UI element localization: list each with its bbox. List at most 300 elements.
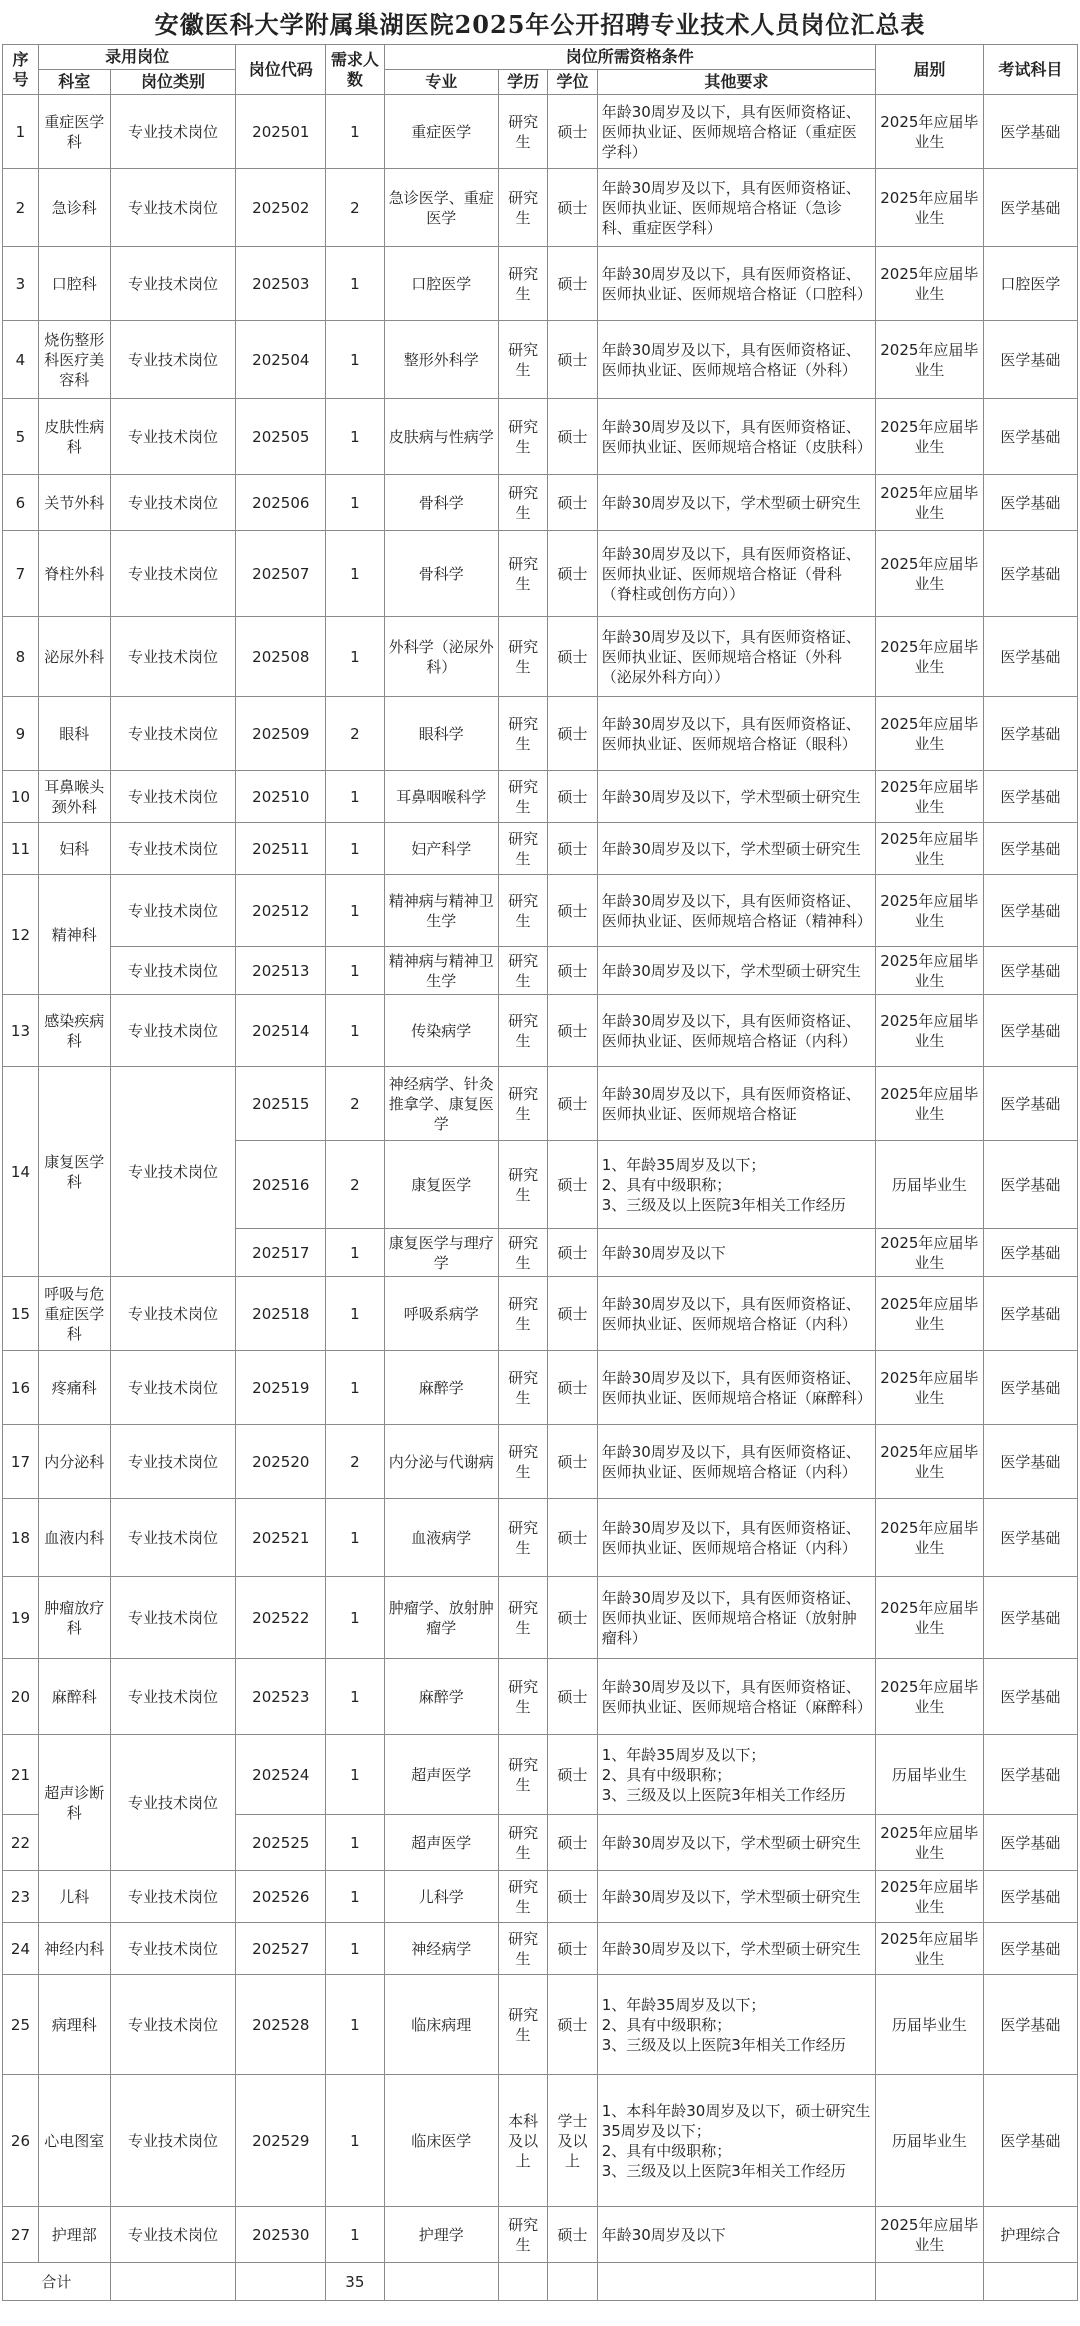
cell-degree: 硕士 (548, 697, 597, 771)
cell-major: 耳鼻咽喉科学 (384, 771, 498, 823)
cell-degree: 硕士 (548, 169, 597, 247)
cell-exam: 医学基础 (983, 1735, 1077, 1815)
cell-other: 年龄30周岁及以下 (597, 2207, 875, 2263)
cell-count: 1 (326, 531, 384, 617)
cell-exam: 医学基础 (983, 947, 1077, 995)
cell-code: 202529 (236, 2075, 326, 2207)
table-row (3, 823, 1078, 875)
cell-major: 外科学（泌尿外科） (384, 617, 498, 697)
cell-edu: 研究生 (498, 1277, 547, 1351)
cell-degree: 硕士 (548, 823, 597, 875)
cell-cohort: 历届毕业生 (875, 1735, 983, 1815)
cell-edu: 研究生 (498, 531, 547, 617)
cell-exam: 医学基础 (983, 1871, 1077, 1923)
cell-degree: 硕士 (548, 1499, 597, 1577)
cell-idx: 18 (3, 1499, 39, 1577)
cell-other: 年龄30周岁及以下，具有医师资格证、医师执业证、医师规培合格证（麻醉科） (597, 1659, 875, 1735)
cell-idx: 3 (3, 247, 39, 321)
cell-idx: 27 (3, 2207, 39, 2263)
cell-exam: 医学基础 (983, 169, 1077, 247)
cell-category: 专业技术岗位 (110, 947, 236, 995)
cell-other: 年龄30周岁及以下，学术型硕士研究生 (597, 823, 875, 875)
cell-cohort: 2025年应届毕业生 (875, 531, 983, 617)
table-row (3, 617, 1078, 697)
cell-exam: 护理综合 (983, 2207, 1077, 2263)
header-group-req: 岗位所需资格条件 (384, 45, 875, 70)
cell-exam: 医学基础 (983, 1067, 1077, 1141)
cell-other: 年龄30周岁及以下，学术型硕士研究生 (597, 1923, 875, 1975)
cell-category: 专业技术岗位 (110, 2075, 236, 2207)
cell-category: 专业技术岗位 (110, 1425, 236, 1499)
cell-cohort: 2025年应届毕业生 (875, 1229, 983, 1277)
cell-idx: 1 (3, 95, 39, 169)
cell-other: 1、年龄35周岁及以下； 2、具有中级职称； 3、三级及以上医院3年相关工作经历 (597, 1975, 875, 2075)
cell-edu: 研究生 (498, 1141, 547, 1229)
cell-code: 202516 (236, 1141, 326, 1229)
cell-edu: 研究生 (498, 1067, 547, 1141)
cell-degree: 硕士 (548, 1815, 597, 1871)
header-count: 需求人数 (326, 45, 384, 95)
cell-edu: 研究生 (498, 1975, 547, 2075)
cell-count: 2 (326, 697, 384, 771)
cell-other: 1、年龄35周岁及以下； 2、具有中级职称； 3、三级及以上医院3年相关工作经历 (597, 1735, 875, 1815)
cell-code: 202519 (236, 1351, 326, 1425)
cell-category: 专业技术岗位 (110, 531, 236, 617)
cell-idx: 23 (3, 1871, 39, 1923)
cell-major: 骨科学 (384, 475, 498, 531)
cell-degree: 硕士 (548, 995, 597, 1067)
cell-dept: 泌尿外科 (38, 617, 110, 697)
cell-degree: 硕士 (548, 247, 597, 321)
table-row (3, 1975, 1078, 2075)
cell-count: 1 (326, 1351, 384, 1425)
cell-degree: 学士及以上 (548, 2075, 597, 2207)
cell-exam: 医学基础 (983, 475, 1077, 531)
cell-major: 血液病学 (384, 1499, 498, 1577)
cell-code: 202528 (236, 1975, 326, 2075)
cell-idx: 5 (3, 399, 39, 475)
cell-other: 年龄30周岁及以下，具有医师资格证、医师执业证、医师规培合格证（内科） (597, 1277, 875, 1351)
cell-count: 1 (326, 321, 384, 399)
cell-count: 1 (326, 1923, 384, 1975)
cell-exam: 医学基础 (983, 531, 1077, 617)
cell-cohort: 2025年应届毕业生 (875, 1659, 983, 1735)
cell-idx: 17 (3, 1425, 39, 1499)
cell-other: 年龄30周岁及以下，学术型硕士研究生 (597, 1815, 875, 1871)
cell-other: 年龄30周岁及以下，具有医师资格证、医师执业证、医师规培合格证（外科） (597, 321, 875, 399)
cell-count: 1 (326, 399, 384, 475)
header-other: 其他要求 (597, 70, 875, 95)
cell-degree: 硕士 (548, 475, 597, 531)
cell-code: 202510 (236, 771, 326, 823)
cell-dept: 护理部 (38, 2207, 110, 2263)
table-row (3, 531, 1078, 617)
cell-dept: 口腔科 (38, 247, 110, 321)
cell-edu: 研究生 (498, 169, 547, 247)
cell-code: 202512 (236, 875, 326, 947)
table-row (3, 475, 1078, 531)
cell-edu: 研究生 (498, 771, 547, 823)
cell-other: 年龄30周岁及以下，具有医师资格证、医师执业证、医师规培合格证（眼科） (597, 697, 875, 771)
table-row (3, 1425, 1078, 1499)
cell-category: 专业技术岗位 (110, 1067, 236, 1277)
cell-category: 专业技术岗位 (110, 995, 236, 1067)
cell-dept: 超声诊断科 (38, 1735, 110, 1871)
cell-category: 专业技术岗位 (110, 697, 236, 771)
cell-other: 年龄30周岁及以下，具有医师资格证、医师执业证、医师规培合格证（内科） (597, 995, 875, 1067)
cell-edu: 研究生 (498, 1499, 547, 1577)
page-title: 安徽医科大学附属巢湖医院2025年公开招聘专业技术人员岗位汇总表 (154, 9, 926, 39)
cell-code: 202503 (236, 247, 326, 321)
cell-cohort: 2025年应届毕业生 (875, 947, 983, 995)
cell-count: 1 (326, 2207, 384, 2263)
cell-category: 专业技术岗位 (110, 1735, 236, 1871)
cell-edu: 研究生 (498, 247, 547, 321)
table-row (3, 95, 1078, 169)
cell-count: 1 (326, 1277, 384, 1351)
cell-dept: 皮肤性病科 (38, 399, 110, 475)
cell-major: 呼吸系病学 (384, 1277, 498, 1351)
header-group-post: 录用岗位 (38, 45, 236, 70)
cell-idx: 8 (3, 617, 39, 697)
header-edu: 学历 (498, 70, 547, 95)
cell-idx: 22 (3, 1815, 39, 1871)
cell-dept: 急诊科 (38, 169, 110, 247)
header-code: 岗位代码 (236, 45, 326, 95)
cell-edu: 研究生 (498, 1351, 547, 1425)
cell-dept: 感染疾病科 (38, 995, 110, 1067)
cell-exam: 医学基础 (983, 1815, 1077, 1871)
cell-cohort: 2025年应届毕业生 (875, 1871, 983, 1923)
cell-idx: 10 (3, 771, 39, 823)
cell-edu: 研究生 (498, 995, 547, 1067)
cell-edu: 研究生 (498, 875, 547, 947)
table-row (3, 1871, 1078, 1923)
cell-cohort: 历届毕业生 (875, 1975, 983, 2075)
cell-dept: 烧伤整形科医疗美容科 (38, 321, 110, 399)
cell-code: 202508 (236, 617, 326, 697)
cell-degree: 硕士 (548, 1351, 597, 1425)
table-row (3, 1923, 1078, 1975)
cell-edu: 研究生 (498, 2207, 547, 2263)
cell-exam: 医学基础 (983, 1975, 1077, 2075)
cell-code: 202509 (236, 697, 326, 771)
cell-major: 麻醉学 (384, 1351, 498, 1425)
cell-code: 202507 (236, 531, 326, 617)
cell-exam: 医学基础 (983, 1277, 1077, 1351)
cell-count: 2 (326, 1067, 384, 1141)
cell-exam: 医学基础 (983, 95, 1077, 169)
table-row (3, 247, 1078, 321)
cell-code: 202514 (236, 995, 326, 1067)
cell-code: 202511 (236, 823, 326, 875)
table-row (3, 169, 1078, 247)
cell-cohort: 2025年应届毕业生 (875, 399, 983, 475)
table-row (3, 875, 1078, 947)
cell-major: 康复医学 (384, 1141, 498, 1229)
cell-other: 1、年龄35周岁及以下； 2、具有中级职称； 3、三级及以上医院3年相关工作经历 (597, 1141, 875, 1229)
cell-category: 专业技术岗位 (110, 1871, 236, 1923)
cell-cohort: 2025年应届毕业生 (875, 995, 983, 1067)
cell-cohort: 2025年应届毕业生 (875, 771, 983, 823)
cell-dept: 神经内科 (38, 1923, 110, 1975)
table-row (3, 1351, 1078, 1425)
cell-edu: 研究生 (498, 399, 547, 475)
cell-dept: 呼吸与危重症医学科 (38, 1277, 110, 1351)
cell-dept: 关节外科 (38, 475, 110, 531)
cell-other: 年龄30周岁及以下 (597, 1229, 875, 1277)
cell-exam: 医学基础 (983, 697, 1077, 771)
cell-dept: 脊柱外科 (38, 531, 110, 617)
cell-cohort: 2025年应届毕业生 (875, 823, 983, 875)
cell-dept: 眼科 (38, 697, 110, 771)
cell-degree: 硕士 (548, 1735, 597, 1815)
cell-idx: 4 (3, 321, 39, 399)
cell-cohort: 2025年应届毕业生 (875, 617, 983, 697)
total-empty (983, 2263, 1077, 2301)
cell-major: 精神病与精神卫生学 (384, 947, 498, 995)
cell-major: 神经病学 (384, 1923, 498, 1975)
cell-cohort: 2025年应届毕业生 (875, 1923, 983, 1975)
cell-code: 202502 (236, 169, 326, 247)
cell-degree: 硕士 (548, 1229, 597, 1277)
cell-idx: 25 (3, 1975, 39, 2075)
cell-code: 202524 (236, 1735, 326, 1815)
cell-idx: 16 (3, 1351, 39, 1425)
table-header (3, 45, 1078, 95)
cell-other: 年龄30周岁及以下，具有医师资格证、医师执业证、医师规培合格证（骨科（脊柱或创伤方向）） (597, 531, 875, 617)
cell-exam: 医学基础 (983, 2075, 1077, 2207)
cell-cohort: 2025年应届毕业生 (875, 1815, 983, 1871)
cell-edu: 研究生 (498, 947, 547, 995)
cell-cohort: 2025年应届毕业生 (875, 1067, 983, 1141)
cell-degree: 硕士 (548, 399, 597, 475)
cell-major: 传染病学 (384, 995, 498, 1067)
cell-count: 1 (326, 1871, 384, 1923)
cell-edu: 研究生 (498, 1659, 547, 1735)
total-label: 合计 (3, 2263, 111, 2301)
cell-idx: 19 (3, 1577, 39, 1659)
cell-degree: 硕士 (548, 321, 597, 399)
cell-edu: 研究生 (498, 823, 547, 875)
cell-category: 专业技术岗位 (110, 617, 236, 697)
cell-other: 年龄30周岁及以下，学术型硕士研究生 (597, 771, 875, 823)
cell-category: 专业技术岗位 (110, 1923, 236, 1975)
cell-major: 整形外科学 (384, 321, 498, 399)
cell-degree: 硕士 (548, 875, 597, 947)
cell-edu: 研究生 (498, 1577, 547, 1659)
table-body (3, 95, 1078, 2301)
cell-degree: 硕士 (548, 1067, 597, 1141)
cell-code: 202513 (236, 947, 326, 995)
cell-idx: 11 (3, 823, 39, 875)
cell-idx: 12 (3, 875, 39, 995)
cell-cohort: 2025年应届毕业生 (875, 475, 983, 531)
cell-code: 202515 (236, 1067, 326, 1141)
cell-category: 专业技术岗位 (110, 169, 236, 247)
cell-dept: 肿瘤放疗科 (38, 1577, 110, 1659)
cell-code: 202506 (236, 475, 326, 531)
cell-count: 1 (326, 875, 384, 947)
cell-exam: 医学基础 (983, 617, 1077, 697)
cell-idx: 6 (3, 475, 39, 531)
cell-degree: 硕士 (548, 947, 597, 995)
cell-degree: 硕士 (548, 1425, 597, 1499)
cell-major: 神经病学、针灸推拿学、康复医学 (384, 1067, 498, 1141)
cell-category: 专业技术岗位 (110, 1277, 236, 1351)
cell-idx: 21 (3, 1735, 39, 1815)
cell-other: 年龄30周岁及以下，具有医师资格证、医师执业证、医师规培合格证 (597, 1067, 875, 1141)
cell-exam: 医学基础 (983, 1577, 1077, 1659)
cell-category: 专业技术岗位 (110, 771, 236, 823)
cell-edu: 本科及以上 (498, 2075, 547, 2207)
cell-count: 1 (326, 823, 384, 875)
cell-count: 1 (326, 995, 384, 1067)
cell-major: 麻醉学 (384, 1659, 498, 1735)
cell-degree: 硕士 (548, 1975, 597, 2075)
cell-edu: 研究生 (498, 617, 547, 697)
table-row (3, 321, 1078, 399)
cell-major: 妇产科学 (384, 823, 498, 875)
cell-category: 专业技术岗位 (110, 1659, 236, 1735)
cell-exam: 医学基础 (983, 823, 1077, 875)
cell-major: 临床病理 (384, 1975, 498, 2075)
cell-code: 202517 (236, 1229, 326, 1277)
cell-category: 专业技术岗位 (110, 875, 236, 947)
header-category: 岗位类别 (110, 70, 236, 95)
cell-major: 骨科学 (384, 531, 498, 617)
header-degree: 学位 (548, 70, 597, 95)
cell-exam: 医学基础 (983, 1499, 1077, 1577)
cell-major: 肿瘤学、放射肿瘤学 (384, 1577, 498, 1659)
cell-degree: 硕士 (548, 617, 597, 697)
cell-cohort: 历届毕业生 (875, 1141, 983, 1229)
header-idx: 序号 (3, 45, 39, 95)
total-count: 35 (326, 2263, 384, 2301)
cell-exam: 口腔医学 (983, 247, 1077, 321)
cell-exam: 医学基础 (983, 1229, 1077, 1277)
total-empty (384, 2263, 498, 2301)
cell-exam: 医学基础 (983, 399, 1077, 475)
table-row (3, 1277, 1078, 1351)
header-dept: 科室 (38, 70, 110, 95)
cell-count: 1 (326, 947, 384, 995)
table-row (3, 771, 1078, 823)
cell-exam: 医学基础 (983, 321, 1077, 399)
cell-count: 1 (326, 1735, 384, 1815)
table-row (3, 947, 1078, 995)
cell-exam: 医学基础 (983, 1425, 1077, 1499)
cell-code: 202505 (236, 399, 326, 475)
cell-count: 1 (326, 247, 384, 321)
cell-count: 1 (326, 1659, 384, 1735)
cell-code: 202520 (236, 1425, 326, 1499)
cell-count: 1 (326, 617, 384, 697)
cell-dept: 内分泌科 (38, 1425, 110, 1499)
cell-count: 2 (326, 1141, 384, 1229)
cell-count: 1 (326, 771, 384, 823)
cell-dept: 疼痛科 (38, 1351, 110, 1425)
cell-cohort: 2025年应届毕业生 (875, 1577, 983, 1659)
cell-dept: 儿科 (38, 1871, 110, 1923)
cell-cohort: 2025年应届毕业生 (875, 2207, 983, 2263)
cell-dept: 麻醉科 (38, 1659, 110, 1735)
header-exam: 考试科目 (983, 45, 1077, 95)
cell-category: 专业技术岗位 (110, 95, 236, 169)
cell-count: 2 (326, 169, 384, 247)
cell-category: 专业技术岗位 (110, 823, 236, 875)
cell-cohort: 2025年应届毕业生 (875, 321, 983, 399)
cell-edu: 研究生 (498, 1229, 547, 1277)
cell-category: 专业技术岗位 (110, 1351, 236, 1425)
cell-dept: 妇科 (38, 823, 110, 875)
cell-code: 202518 (236, 1277, 326, 1351)
cell-code: 202504 (236, 321, 326, 399)
cell-count: 1 (326, 1815, 384, 1871)
cell-count: 1 (326, 2075, 384, 2207)
cell-idx: 24 (3, 1923, 39, 1975)
table-row (3, 1067, 1078, 1141)
cell-code: 202501 (236, 95, 326, 169)
cell-idx: 26 (3, 2075, 39, 2207)
total-empty (548, 2263, 597, 2301)
positions-table (2, 44, 1078, 2301)
cell-count: 1 (326, 95, 384, 169)
cell-code: 202530 (236, 2207, 326, 2263)
cell-code: 202527 (236, 1923, 326, 1975)
cell-cohort: 2025年应届毕业生 (875, 697, 983, 771)
cell-cohort: 历届毕业生 (875, 2075, 983, 2207)
cell-edu: 研究生 (498, 95, 547, 169)
cell-exam: 医学基础 (983, 771, 1077, 823)
cell-major: 重症医学 (384, 95, 498, 169)
table-row (3, 399, 1078, 475)
table-row (3, 2207, 1078, 2263)
cell-major: 口腔医学 (384, 247, 498, 321)
cell-degree: 硕士 (548, 1659, 597, 1735)
cell-dept: 心电图室 (38, 2075, 110, 2207)
cell-other: 年龄30周岁及以下，具有医师资格证、医师执业证、医师规培合格证（急诊科、重症医学科） (597, 169, 875, 247)
cell-count: 1 (326, 1975, 384, 2075)
cell-dept: 病理科 (38, 1975, 110, 2075)
cell-code: 202526 (236, 1871, 326, 1923)
cell-cohort: 2025年应届毕业生 (875, 95, 983, 169)
cell-category: 专业技术岗位 (110, 2207, 236, 2263)
cell-cohort: 2025年应届毕业生 (875, 1277, 983, 1351)
cell-other: 1、本科年龄30周岁及以下，硕士研究生35周岁及以下； 2、具有中级职称； 3、三级及以上医院3年相关工作经历 (597, 2075, 875, 2207)
cell-degree: 硕士 (548, 531, 597, 617)
cell-category: 专业技术岗位 (110, 399, 236, 475)
cell-cohort: 2025年应届毕业生 (875, 875, 983, 947)
cell-count: 2 (326, 1425, 384, 1499)
cell-count: 1 (326, 1577, 384, 1659)
cell-idx: 7 (3, 531, 39, 617)
cell-code: 202523 (236, 1659, 326, 1735)
cell-other: 年龄30周岁及以下，具有医师资格证、医师执业证、医师规培合格证（内科） (597, 1499, 875, 1577)
cell-dept: 重症医学科 (38, 95, 110, 169)
cell-idx: 15 (3, 1277, 39, 1351)
cell-category: 专业技术岗位 (110, 1577, 236, 1659)
cell-exam: 医学基础 (983, 1141, 1077, 1229)
cell-code: 202521 (236, 1499, 326, 1577)
cell-major: 康复医学与理疗学 (384, 1229, 498, 1277)
cell-cohort: 2025年应届毕业生 (875, 169, 983, 247)
cell-other: 年龄30周岁及以下，学术型硕士研究生 (597, 1871, 875, 1923)
cell-major: 内分泌与代谢病 (384, 1425, 498, 1499)
cell-cohort: 2025年应届毕业生 (875, 247, 983, 321)
cell-other: 年龄30周岁及以下，具有医师资格证、医师执业证、医师规培合格证（口腔科） (597, 247, 875, 321)
cell-other: 年龄30周岁及以下，学术型硕士研究生 (597, 475, 875, 531)
